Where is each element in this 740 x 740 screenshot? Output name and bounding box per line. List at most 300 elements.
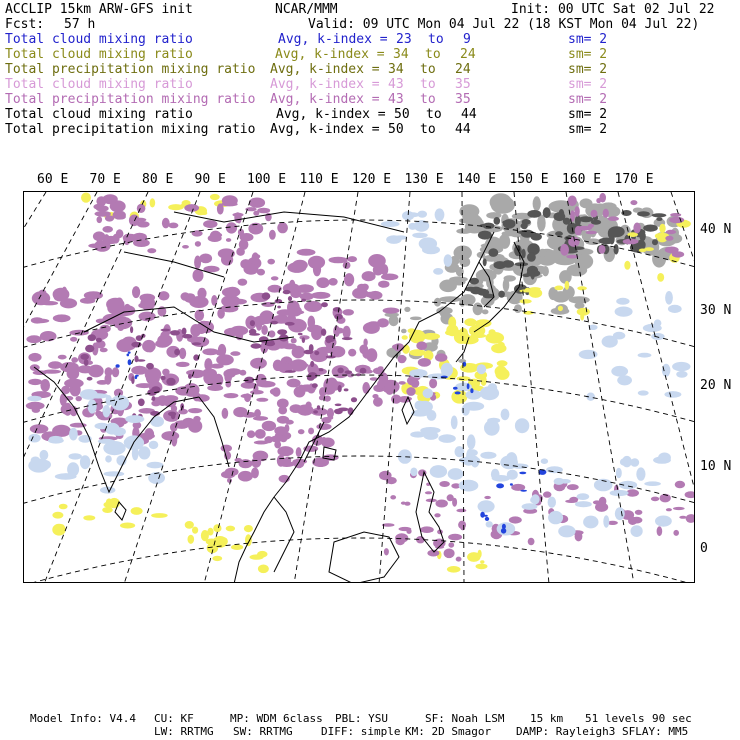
low-cloud-dark (135, 375, 138, 379)
high-cloud (348, 349, 356, 357)
init-time: Init: 00 UTC Sat 02 Jul 22 (511, 2, 715, 17)
low-cloud-light (558, 525, 575, 537)
high-cloud (484, 496, 491, 499)
field-smoothing: sm= 2 (568, 62, 608, 77)
low-cloud-light (103, 441, 125, 455)
high-cloud (256, 398, 268, 402)
high-cloud (253, 385, 258, 393)
low-cloud-light (617, 375, 632, 385)
high-cloud (250, 358, 267, 369)
lon-label: 60 E (37, 172, 69, 187)
low-cloud-dark (128, 351, 131, 353)
high-cloud (282, 343, 297, 349)
mid-cloud (489, 329, 496, 335)
low-cloud-light (484, 420, 500, 436)
high-cloud (435, 353, 447, 361)
low-cloud-light (381, 221, 400, 227)
upper-cloud-dark (543, 207, 551, 218)
high-cloud (132, 286, 140, 298)
mid-cloud (52, 524, 65, 536)
high-cloud (255, 429, 266, 439)
field-row (5, 122, 735, 137)
high-cloud (64, 379, 84, 388)
lat-label: 20 N (700, 378, 732, 393)
high-cloud (391, 395, 401, 404)
low-cloud-light (459, 480, 479, 492)
mid-cloud (659, 224, 665, 233)
high-cloud (603, 209, 609, 218)
low-cloud-light (37, 460, 51, 470)
high-cloud (595, 503, 608, 512)
coastline (274, 497, 294, 572)
upper-cloud-dark (652, 213, 667, 217)
high-cloud (134, 222, 148, 226)
high-precip (338, 385, 342, 392)
footer-item: 15 km (530, 712, 564, 725)
high-cloud (222, 408, 229, 419)
high-cloud (271, 276, 279, 280)
high-cloud (70, 337, 77, 342)
high-cloud (657, 526, 663, 536)
mid-cloud (226, 526, 235, 532)
low-cloud-light (80, 455, 90, 469)
high-cloud (386, 389, 393, 395)
high-cloud (390, 495, 396, 499)
high-cloud (53, 314, 71, 322)
low-cloud-light (105, 455, 112, 462)
high-cloud (267, 259, 275, 265)
high-cloud (599, 245, 606, 254)
lat-label: 30 N (700, 303, 732, 318)
high-precip (249, 329, 257, 335)
low-cloud-light (579, 350, 598, 359)
high-cloud (182, 245, 189, 249)
mid-cloud (131, 507, 143, 515)
high-cloud (164, 399, 176, 408)
mid-cloud (59, 504, 68, 510)
high-cloud (95, 410, 101, 416)
low-cloud-light (466, 390, 482, 400)
high-cloud (321, 437, 327, 445)
low-cloud-light (583, 516, 598, 529)
low-cloud-light (69, 453, 82, 459)
low-cloud-light (433, 268, 443, 275)
upper-cloud-dark (652, 239, 658, 245)
high-cloud (378, 380, 386, 389)
low-cloud-light (546, 466, 563, 473)
high-cloud (216, 354, 234, 365)
high-cloud (112, 367, 119, 377)
field-k-from: 43 (388, 77, 404, 92)
high-cloud (323, 380, 333, 389)
high-precip (259, 336, 269, 343)
high-precip (160, 376, 165, 380)
low-cloud-light (616, 468, 622, 479)
high-cloud (296, 447, 302, 457)
high-cloud (666, 230, 676, 234)
high-cloud (368, 254, 386, 268)
field-k-to: 24 (460, 47, 476, 62)
high-precip (345, 370, 352, 374)
low-cloud-light (548, 511, 563, 524)
high-precip (351, 397, 357, 402)
high-cloud (168, 223, 178, 229)
footer-item: 51 levels (585, 712, 645, 725)
high-cloud (225, 381, 231, 388)
upper-cloud-dark (521, 223, 528, 229)
high-cloud (28, 379, 42, 385)
high-cloud (418, 358, 431, 367)
field-name: Total cloud mixing ratio (5, 107, 193, 122)
high-precip (170, 330, 180, 335)
low-cloud-light (88, 399, 97, 413)
upper-cloud-dark (515, 262, 528, 266)
low-cloud-light (149, 441, 159, 449)
high-cloud (343, 261, 351, 269)
coastline (329, 532, 399, 583)
high-cloud (277, 222, 288, 233)
mid-cloud (213, 524, 221, 532)
high-cloud (71, 357, 78, 363)
low-cloud-dark (128, 359, 132, 365)
low-cloud-light (638, 390, 649, 395)
footer-item: 90 sec (652, 712, 692, 725)
lon-label: 160 E (562, 172, 602, 187)
high-cloud (233, 407, 247, 417)
upper-cloud-dark (591, 220, 601, 225)
low-cloud-light (492, 475, 510, 482)
mid-cloud (257, 551, 267, 558)
high-cloud (31, 317, 44, 323)
field-k-to: 35 (455, 92, 471, 107)
low-cloud-light (638, 353, 652, 358)
low-cloud-light (438, 434, 455, 443)
high-cloud (147, 345, 154, 353)
high-cloud (363, 339, 367, 347)
lon-label: 130 E (404, 172, 444, 187)
mid-cloud (192, 527, 198, 534)
high-cloud (329, 278, 338, 286)
org-label: NCAR/MMM (275, 2, 338, 17)
upper-cloud-dark (523, 274, 531, 278)
low-cloud-light (480, 386, 499, 400)
field-row (5, 107, 735, 122)
high-cloud (685, 491, 695, 498)
low-cloud-light (468, 449, 478, 456)
low-cloud-light (610, 490, 629, 496)
high-cloud (48, 361, 62, 369)
high-precip (85, 345, 94, 353)
high-precip (146, 363, 154, 370)
field-row (5, 32, 735, 47)
upper-cloud-light (389, 315, 399, 326)
high-cloud (452, 498, 457, 507)
high-cloud (591, 210, 598, 218)
high-cloud (566, 255, 578, 259)
low-cloud-light (575, 501, 592, 507)
high-cloud (574, 206, 579, 217)
low-cloud-light (622, 456, 632, 467)
upper-cloud-dark (528, 248, 538, 253)
high-cloud (218, 248, 235, 258)
footer-item: SW: RRTMG (233, 725, 293, 738)
high-precip (317, 405, 320, 410)
high-cloud (61, 404, 74, 415)
high-cloud (253, 416, 268, 421)
low-cloud-light (672, 362, 690, 371)
low-cloud-light (477, 364, 487, 374)
high-precip (88, 334, 96, 341)
high-precip (304, 350, 314, 355)
low-cloud-light (147, 462, 164, 469)
high-cloud (40, 379, 50, 392)
high-cloud (448, 534, 462, 541)
high-cloud (395, 533, 408, 543)
high-precip (283, 290, 291, 294)
high-cloud (225, 287, 240, 296)
high-precip (337, 368, 343, 374)
high-cloud (84, 291, 103, 299)
high-cloud (290, 359, 307, 371)
upper-cloud-light (456, 229, 471, 234)
field-row (5, 47, 735, 62)
high-cloud (234, 212, 241, 223)
high-cloud (193, 269, 204, 282)
high-precip (174, 349, 180, 356)
field-k-to: 44 (455, 122, 471, 137)
mid-cloud (558, 306, 563, 311)
high-cloud (62, 287, 68, 299)
high-cloud (199, 254, 212, 264)
high-cloud (222, 195, 238, 206)
low-cloud-light (644, 481, 661, 486)
high-cloud (586, 231, 597, 235)
mid-cloud (245, 534, 252, 546)
field-row (5, 92, 735, 107)
high-precip (87, 377, 93, 381)
high-cloud (429, 378, 437, 388)
field-name: Total precipitation mixing ratio (5, 92, 256, 107)
high-cloud (257, 208, 270, 214)
high-cloud (160, 332, 166, 339)
mid-cloud (185, 521, 194, 529)
low-cloud-light (603, 515, 609, 527)
low-cloud-light (541, 458, 548, 464)
high-cloud (102, 226, 113, 233)
high-cloud (543, 491, 551, 497)
high-precip (277, 306, 281, 309)
high-cloud (568, 196, 577, 207)
high-cloud (107, 302, 123, 314)
high-precip (262, 292, 271, 299)
high-cloud (669, 217, 684, 223)
field-avg-label: Avg, k-index = (270, 122, 380, 137)
high-cloud (118, 325, 124, 331)
high-cloud (105, 367, 113, 376)
mid-cloud (577, 286, 587, 290)
high-cloud (58, 355, 67, 360)
upper-cloud-light (404, 307, 410, 312)
high-cloud (394, 343, 405, 351)
high-cloud (362, 349, 371, 358)
low-cloud-light (423, 388, 434, 398)
high-cloud (162, 218, 170, 229)
high-cloud (238, 279, 248, 286)
low-cloud-light (403, 212, 419, 217)
field-k-from: 34 (393, 47, 409, 62)
upper-cloud-dark (498, 291, 505, 298)
footer-item: Model Info: V4.4 (30, 712, 136, 725)
high-cloud (368, 321, 380, 326)
upper-cloud-light (490, 193, 512, 211)
high-cloud (575, 226, 582, 236)
high-cloud (279, 461, 295, 467)
mid-cloud (580, 312, 584, 321)
high-cloud (40, 331, 57, 341)
high-precip (319, 368, 324, 371)
low-cloud-light (448, 468, 464, 480)
field-avg-label: Avg, k-index = (278, 32, 388, 47)
high-precip (321, 302, 328, 307)
high-cloud (226, 368, 241, 375)
upper-cloud-dark (478, 231, 492, 240)
low-cloud-light (124, 438, 134, 446)
low-cloud-light (412, 233, 428, 238)
high-cloud (176, 362, 190, 367)
low-cloud-light (664, 391, 681, 398)
high-precip (333, 307, 341, 311)
lat-label: 0 (700, 541, 708, 556)
field-avg-label: Avg, k-index = (270, 62, 380, 77)
low-cloud-light (636, 467, 645, 480)
high-cloud (588, 224, 594, 228)
high-cloud (420, 526, 434, 533)
upper-cloud-light (567, 264, 588, 276)
field-name: Total cloud mixing ratio (5, 77, 193, 92)
low-cloud-dark (502, 524, 506, 529)
high-cloud (113, 210, 126, 219)
high-cloud (100, 325, 111, 333)
high-precip (285, 370, 296, 373)
low-cloud-light (665, 291, 673, 305)
low-cloud-light (554, 478, 565, 485)
high-cloud (26, 335, 41, 343)
high-cloud (285, 420, 294, 425)
mid-cloud (120, 523, 135, 529)
low-cloud-light (444, 254, 453, 267)
low-cloud-light (430, 465, 447, 478)
high-cloud (297, 249, 316, 256)
high-cloud (308, 316, 316, 329)
high-cloud (28, 353, 41, 362)
high-cloud (131, 366, 147, 375)
high-cloud (444, 549, 455, 559)
high-cloud (322, 454, 339, 460)
low-cloud-light (478, 500, 495, 512)
high-cloud (280, 435, 288, 442)
lat-label: 10 N (700, 459, 732, 474)
lat-label: 40 N (700, 222, 732, 237)
high-cloud (456, 557, 462, 562)
high-cloud (373, 397, 383, 407)
high-precip (285, 322, 295, 326)
high-cloud (404, 502, 410, 506)
upper-cloud-dark (563, 218, 571, 225)
field-name: Total precipitation mixing ratio (5, 122, 256, 137)
field-avg-label: Avg, k-index = (270, 92, 380, 107)
upper-cloud-light (401, 329, 407, 334)
high-cloud (67, 368, 80, 380)
mid-cloud (212, 556, 222, 561)
high-precip (182, 328, 187, 335)
low-cloud-light (125, 415, 144, 423)
low-cloud-dark (510, 483, 513, 485)
high-cloud (221, 305, 239, 313)
high-cloud (193, 416, 200, 422)
low-cloud-light (662, 364, 671, 377)
upper-cloud-dark (637, 211, 650, 216)
high-cloud (458, 521, 466, 529)
upper-cloud-light (552, 291, 569, 302)
high-cloud (43, 370, 62, 374)
high-cloud (195, 241, 201, 247)
mid-cloud (219, 537, 228, 546)
high-cloud (665, 236, 673, 241)
upper-cloud-light (459, 257, 470, 267)
field-to: to (425, 47, 441, 62)
low-cloud-light (435, 208, 445, 221)
high-precip (344, 388, 349, 391)
low-cloud-light (548, 497, 556, 508)
high-cloud (253, 316, 268, 325)
high-cloud (635, 510, 643, 515)
high-precip (188, 374, 192, 379)
high-cloud (456, 509, 466, 513)
low-cloud-light (69, 428, 78, 441)
high-cloud (191, 337, 209, 347)
low-cloud-light (658, 453, 671, 463)
high-cloud (233, 299, 247, 305)
upper-cloud-dark (527, 210, 541, 218)
mid-cloud (210, 194, 220, 200)
low-cloud-dark (453, 387, 458, 390)
low-cloud-light (455, 446, 465, 457)
field-to: to (428, 32, 444, 47)
lon-label: 120 E (352, 172, 392, 187)
mid-cloud (150, 198, 156, 207)
field-row (5, 77, 735, 92)
low-cloud-light (480, 452, 496, 459)
high-precip (313, 410, 318, 413)
upper-cloud-dark (488, 248, 498, 257)
high-precip (321, 329, 326, 336)
low-cloud-light (148, 472, 165, 484)
mid-cloud (83, 515, 95, 520)
field-to: to (426, 107, 442, 122)
footer-item: SFLAY: MM5 (622, 725, 689, 738)
high-cloud (670, 213, 681, 217)
high-cloud (238, 471, 253, 482)
high-cloud (210, 231, 221, 242)
mid-cloud (459, 328, 468, 338)
high-cloud (633, 223, 640, 234)
lon-label: 80 E (142, 172, 174, 187)
high-cloud (381, 274, 398, 281)
high-cloud (252, 252, 259, 263)
low-cloud-light (497, 522, 516, 535)
low-cloud-light (95, 423, 110, 429)
high-cloud (675, 481, 685, 489)
